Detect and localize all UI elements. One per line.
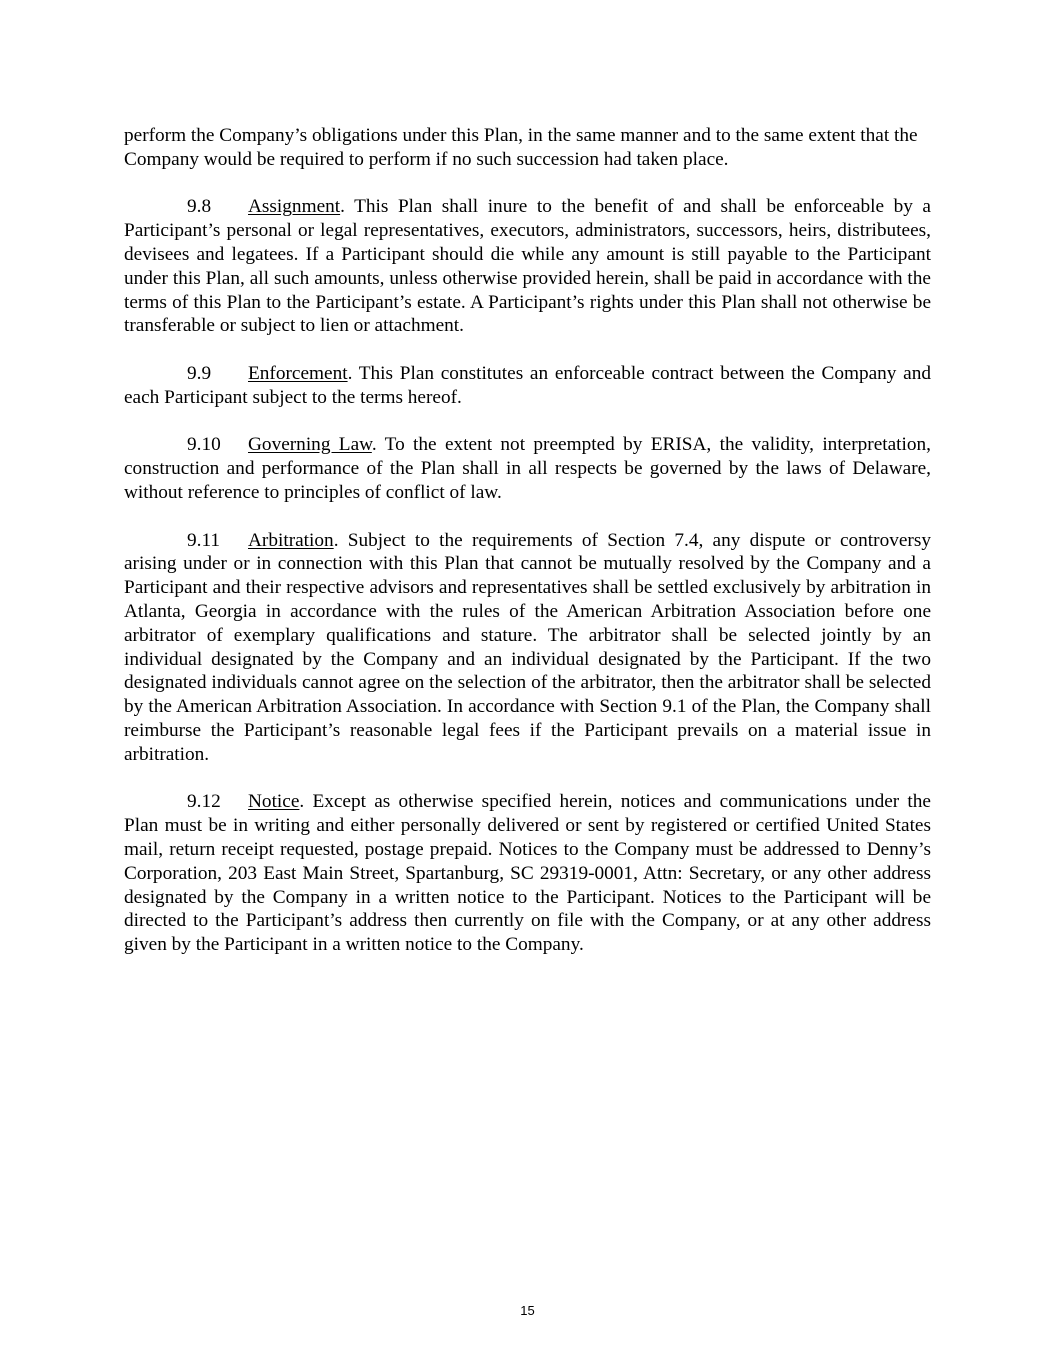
section-number: 9.8	[187, 196, 212, 218]
section-title: Enforcement	[248, 362, 348, 384]
document-body	[124, 124, 931, 981]
section-9-10-paragraph	[124, 433, 931, 504]
section-title: Arbitration	[248, 529, 334, 551]
section-9-11-paragraph	[124, 529, 931, 767]
section-text: . Except as otherwise specified herein, notices and communications under the Plan must be in writing and either personally delivered or sent by registered or certified United States mail, return receipt requested, postage prepaid. Notices to the Company must be addressed to Denny’s Corporation, 203 East Main Street, Spartanburg, SC 29319-0001, Attn: Secretary, or any other address designated by the Company in a written notice to the Participant. Notices to the Participant will be directed to the Participant’s address then currently on file with the Company, or at any other address given by the Participant in a written notice to the Company.	[124, 791, 931, 956]
section-number: 9.12	[187, 791, 221, 813]
section-number: 9.10	[187, 434, 221, 456]
section-text: . To the extent not preempted by ERISA, the validity, interpretation, construction and performance of the Plan shall in all respects be governed by the laws of Delaware, without reference to principles of conflict of law.	[124, 434, 931, 503]
section-title: Governing Law	[248, 434, 372, 456]
section-title: Assignment	[248, 196, 341, 218]
section-text: . This Plan shall inure to the benefit of and shall be enforceable by a Participant’s personal or legal representatives, executors, administrators, successors, heirs, distributees, devisees and legatees. If a Participant should die while any amount is still payable to the Participant under this Plan, all such amounts, unless otherwise provided herein, shall be paid in accordance with the terms of this Plan to the Participant’s estate. A Participant’s rights under this Plan shall not otherwise be transferable or subject to lien or attachment.	[124, 196, 931, 337]
section-number: 9.11	[187, 529, 221, 551]
section-9-9-paragraph	[124, 362, 931, 410]
section-9-12-paragraph	[124, 790, 931, 957]
section-text: . Subject to the requirements of Section 7.4, any dispute or controversy arising under or in connection with this Plan that cannot be mutually resolved by the Company and a Participant and their respective advisors and representatives shall be settled exclusively by arbitration in Atlanta, Georgia in accordance with the rules of the American Arbitration Association before one arbitrator of exemplary qualifications and stature. The arbitrator shall be selected jointly by an individual designated by the Company and an individual designated by the Participant. If the two designated individuals cannot agree on the selection of the arbitrator, then the arbitrator shall be selected by the American Arbitration Association. In accordance with Section 9.1 of the Plan, the Company shall reimburse the Participant’s reasonable legal fees if the Participant prevails on a material issue in arbitration.	[124, 529, 931, 765]
section-number: 9.9	[187, 362, 212, 384]
section-9-8-paragraph	[124, 195, 931, 338]
section-text: . This Plan constitutes an enforceable contract between the Company and each Participant subject to the terms hereof.	[124, 362, 931, 408]
continuation-paragraph: perform the Company’s obligations under this Plan, in the same manner and to the same extent that the Company would be required to perform if no such succession had taken place.	[124, 125, 918, 170]
section-title: Notice	[248, 791, 300, 813]
page-number: 15	[520, 1303, 535, 1318]
